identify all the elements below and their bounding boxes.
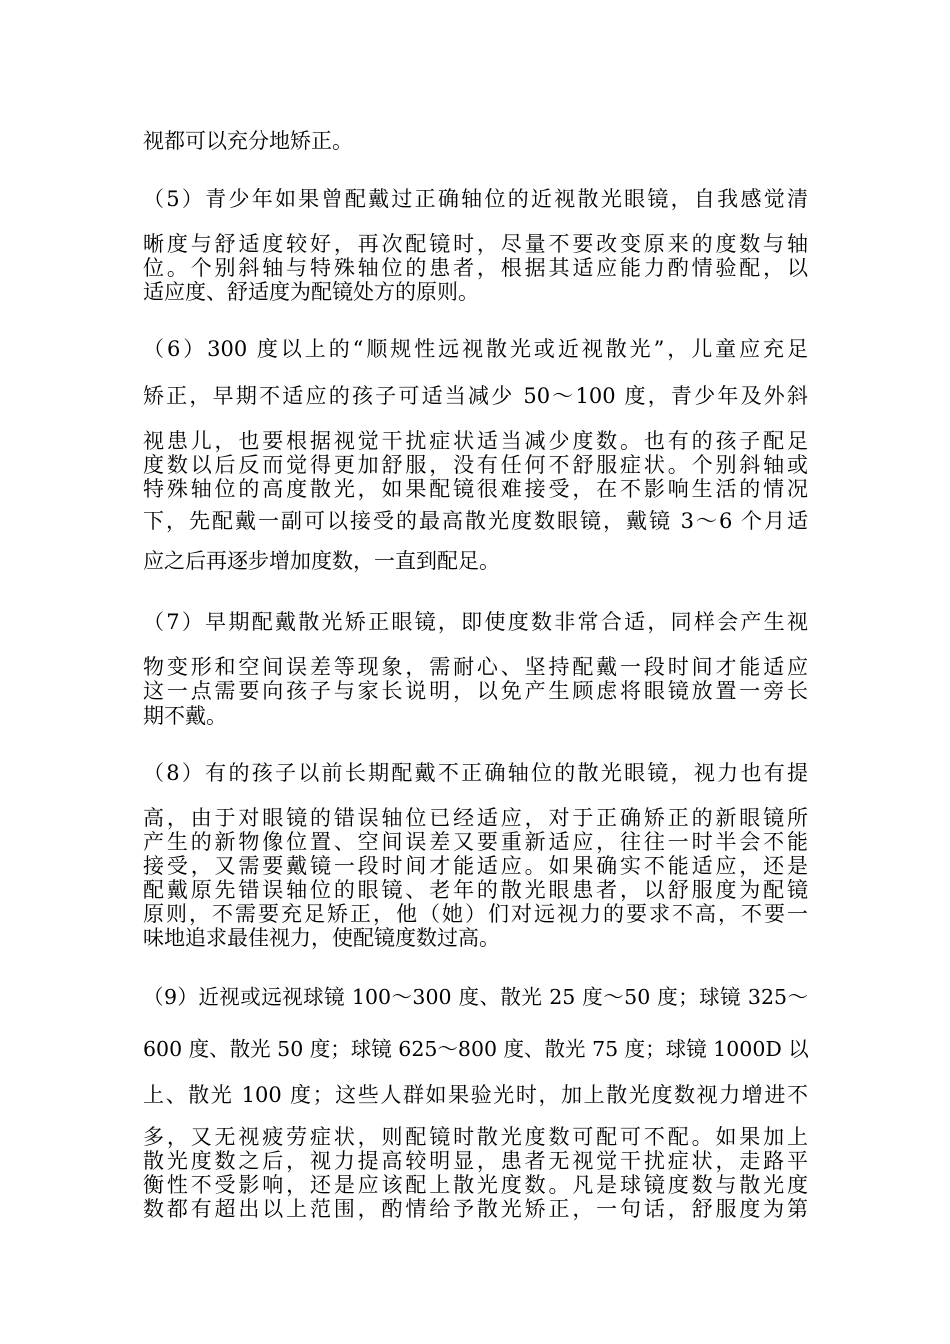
text-line: 矫正，早期不适应的孩子可适当减少 50～100 度，青少年及外斜 bbox=[143, 384, 808, 408]
text-line: 视都可以充分地矫正。 bbox=[143, 129, 353, 153]
text-line: 度数以后反而觉得更加舒服，没有任何不舒服症状。个别斜轴或 bbox=[143, 453, 808, 477]
text-line: 特殊轴位的高度散光，如果配镜很难接受，在不影响生活的情况 bbox=[143, 477, 808, 501]
text-line: （9）近视或远视球镜 100～300 度、散光 25 度～50 度；球镜 325～ bbox=[143, 985, 808, 1009]
text-line: （7）早期配戴散光矫正眼镜，即使度数非常合适，同样会产生视 bbox=[143, 610, 808, 634]
text-line: 600 度、散光 50 度；球镜 625～800 度、散光 75 度；球镜 1000D 以 bbox=[143, 1037, 809, 1061]
text-line: 数都有超出以上范围，酌情给予散光矫正，一句话，舒服度为第 bbox=[143, 1197, 808, 1221]
text-line: 应之后再逐步增加度数，一直到配足。 bbox=[143, 549, 500, 573]
text-line: 物变形和空间误差等现象，需耐心、坚持配戴一段时间才能适应 bbox=[143, 655, 808, 679]
text-line: （6）300 度以上的“顺规性远视散光或近视散光”，儿童应充足 bbox=[143, 337, 808, 361]
text-line: 配戴原先错误轴位的眼镜、老年的散光眼患者，以舒服度为配镜 bbox=[143, 878, 808, 902]
text-line: 适应度、舒适度为配镜处方的原则。 bbox=[143, 280, 479, 304]
text-line: 衡性不受影响，还是应该配上散光度数。凡是球镜度数与散光度 bbox=[143, 1173, 808, 1197]
text-line: 原则，不需要充足矫正，他（她）们对远视力的要求不高，不要一 bbox=[143, 902, 808, 926]
text-line: 视患儿，也要根据视觉干扰症状适当减少度数。也有的孩子配足 bbox=[143, 429, 808, 453]
text-line: 下，先配戴一副可以接受的最高散光度数眼镜，戴镜 3～6 个月适 bbox=[143, 509, 808, 533]
text-line: 位。个别斜轴与特殊轴位的患者，根据其适应能力酌情验配，以 bbox=[143, 256, 808, 280]
text-line: 晰度与舒适度较好，再次配镜时，尽量不要改变原来的度数与轴 bbox=[143, 232, 808, 256]
text-line: 味地追求最佳视力，使配镜度数过高。 bbox=[143, 926, 500, 950]
text-line: 接受，又需要戴镜一段时间才能适应。如果确实不能适应，还是 bbox=[143, 854, 808, 878]
text-line: （8）有的孩子以前长期配戴不正确轴位的散光眼镜，视力也有提 bbox=[143, 761, 808, 785]
text-line: （5）青少年如果曾配戴过正确轴位的近视散光眼镜，自我感觉清 bbox=[143, 187, 808, 211]
text-line: 这一点需要向孩子与家长说明，以免产生顾虑将眼镜放置一旁长 bbox=[143, 679, 808, 703]
text-line: 多，又无视疲劳症状，则配镜时散光度数可配可不配。如果加上 bbox=[143, 1125, 808, 1149]
text-line: 期不戴。 bbox=[143, 704, 227, 728]
text-line: 上、散光 100 度；这些人群如果验光时，加上散光度数视力增进不 bbox=[143, 1083, 808, 1107]
text-line: 散光度数之后，视力提高较明显，患者无视觉干扰症状，走路平 bbox=[143, 1149, 808, 1173]
text-line: 产生的新物像位置、空间误差又要重新适应，往往一时半会不能 bbox=[143, 830, 808, 854]
text-line: 高，由于对眼镜的错误轴位已经适应，对于正确矫正的新眼镜所 bbox=[143, 806, 808, 830]
